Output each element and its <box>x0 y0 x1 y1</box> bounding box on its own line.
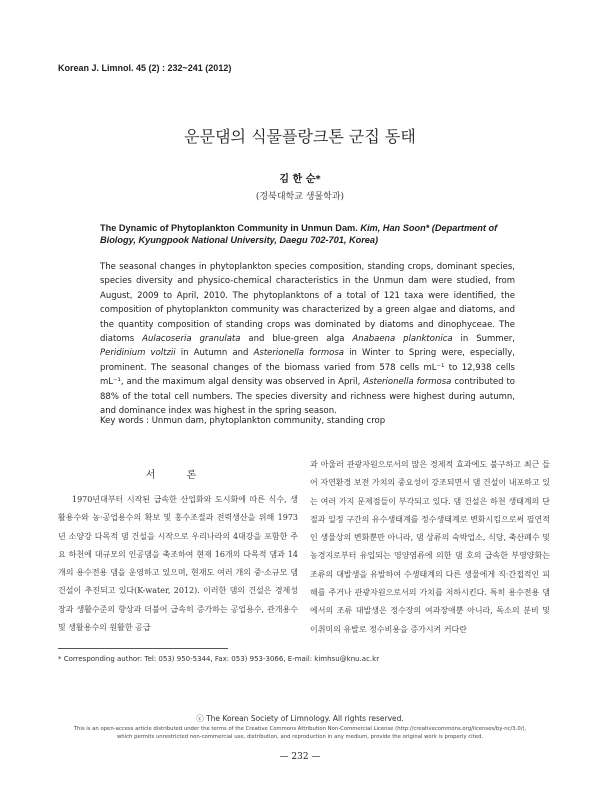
author-affiliation: (경북대학교 생물학과) <box>255 192 345 202</box>
section-heading-introduction: 서 론 <box>145 470 211 481</box>
page-number: — 232 — <box>279 752 321 762</box>
species-name: Asterionella formosa <box>363 377 452 388</box>
footnote-divider <box>58 648 228 649</box>
license-line: which permits unrestricted non-commercial use, distribution, and reproduction in any medium, provide the original work is properly cited. <box>116 733 484 740</box>
english-title: The Dynamic of Phytoplankton Community in Unmun Dam. <box>100 223 358 233</box>
license-notice <box>40 726 560 741</box>
species-name: Aulacoseria granulata <box>142 334 241 345</box>
species-name: Anabaena planktonica <box>352 334 453 345</box>
english-author-affiliation: Kim, Han Soon* (Department of Biology, Kyungpook National University, Daegu 702-701, Korea) <box>100 223 498 245</box>
abstract-text: contributed to 88% of the total cell numbers. The species diversity and richness were highest during autumn, and dominance index was highest in the spring season. <box>100 377 515 417</box>
abstract-text: and blue-green alga <box>240 334 353 345</box>
english-title-block <box>100 222 515 246</box>
abstract <box>100 260 515 418</box>
journal-reference: Korean J. Limnol. 45 (2) : 232~241 (2012) <box>58 63 232 73</box>
abstract-text: The seasonal changes in phytoplankton species composition, standing crops, dominant species, species diversity and physico-chemical characteristics in the Unmun dam were studied, from August, 2009 to April, 2010. The phytoplanktons of a total of 121 taxa were identified, the composition of phytoplankton community was characterized by a green algae and diatoms, and the quantity composition of standing crops was dominated by diatoms and dinophyceae. The diatoms <box>100 262 515 345</box>
abstract-text: in Autumn and <box>175 348 254 359</box>
abstract-text: in Winter to Spring were, especially, prominent. The seasonal changes of the biomass varied from 578 cells mL⁻¹ to 12,938 cells mL⁻¹, and the maximum algal density was observed in April, <box>100 348 516 388</box>
corresponding-author-footnote: * Corresponding author: Tel: 053) 950-5344, Fax: 053) 953-3066, E-mail: kimhsu@knu.ac.kr <box>58 655 380 663</box>
body-text-right-column: 과 아울러 관광자원으로서의 많은 경제적 효과에도 불구하고 최근 들어 자연환경 보전 가치의 중요성이 강조되면서 댐 건설이 내포하고 있는 여러 가지 문제점들이 부각되고 있다. 댐 건설은 하천 생태계의 단절과 일정 구간의 유수생태계를 정수생태계로 변화시킴으로써 필연적인 생물상의 변화뿐만 아니라, 댐 상류의 숙박업소, 식당, 축산폐수 및 농경지로부터 유입되는 영양염류에 의한 댐 호의 급속한 부영양화는 조류의 대발생을 유발하여 수생태계의 다른 생물에게 직·간접적인 피해를 주거나 관광자원으로서의 가치를 저하시킨다. 특히 용수전용 댐에서의 조류 대발생은 정수장의 여과장애뿐 아니라, 독소의 분비 및 이취미의 유발로 정수비용을 증가시켜 커다란 <box>310 460 550 634</box>
keywords: Key words : Unmun dam, phytoplankton community, standing crop <box>100 416 386 426</box>
abstract-text: in Summer, <box>452 334 516 345</box>
paper-title: 운문댐의 식물플랑크톤 군집 동태 <box>184 127 416 146</box>
species-name: Peridinium voltzii <box>100 348 176 359</box>
species-name: Asterionella formosa <box>253 348 344 359</box>
author-name: 김 한 순* <box>279 174 321 185</box>
license-line: This is an open-access article distributed under the terms of the Creative Commons Attribution Non-Commercial License (http://creativecommons.org/licenses/by-nc/3.0/), <box>73 726 527 732</box>
copyright-notice: ⓒ The Korean Society of Limnology. All rights reserved. <box>196 714 404 723</box>
body-text-left-column: 1970년대부터 시작된 급속한 산업화와 도시화에 따른 식수, 생활용수와 농·공업용수의 확보 및 홍수조절과 전력생산을 위해 1973년 소양강 다목적 댐 건설을 시작으로 우리나라의 4대강을 포함한 주요 하천에 대규모의 인공댐을 축조하여 현재 16개의 다목적 댐과 14개의 용수전용 댐을 운영하고 있으며, 현재도 여러 개의 중·소규모 댐 건설이 추진되고 있다(K-water, 2012). 이러한 댐의 건설은 경제성장과 생활수준의 향상과 더불어 급속히 증가하는 공업용수, 관개용수 및 생활용수의 원활한 공급 <box>58 495 298 633</box>
